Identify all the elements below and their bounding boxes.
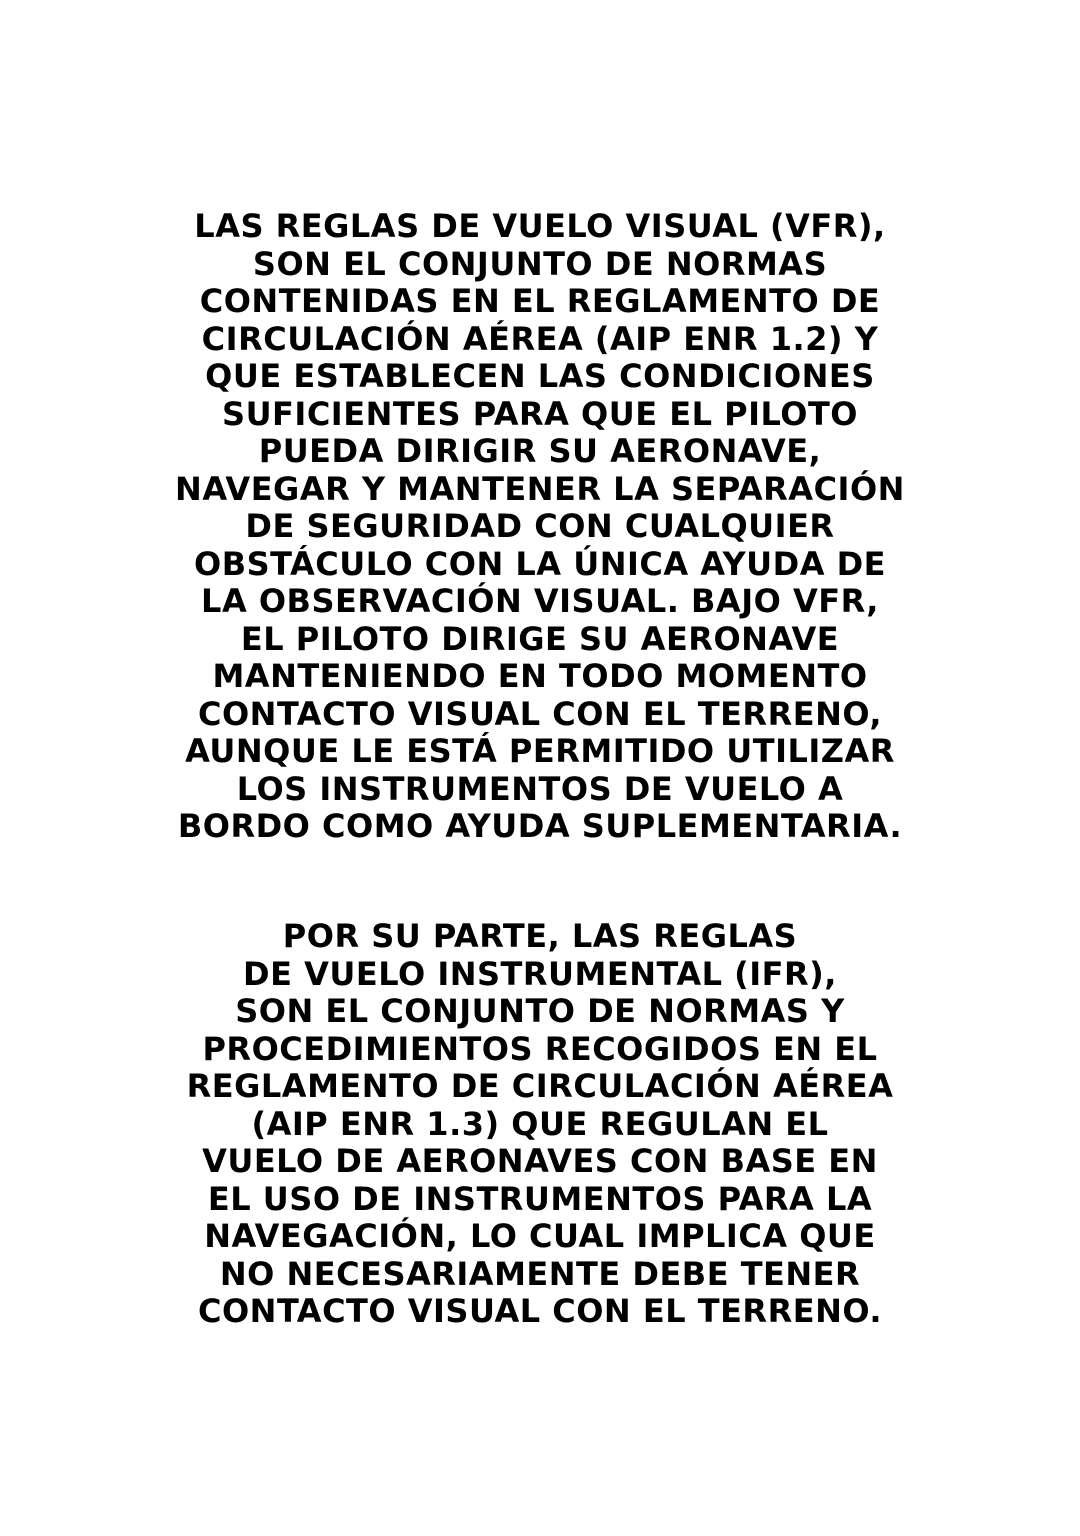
text-line: DE SEGURIDAD CON CUALQUIER (245, 507, 835, 545)
text-line: EL PILOTO DIRIGE SU AERONAVE (240, 619, 840, 658)
text-line: LOS INSTRUMENTOS DE VUELO A (236, 769, 844, 808)
text-line: POR SU PARTE, LAS REGLAS (282, 917, 798, 955)
text-line: AUNQUE LE ESTÁ PERMITIDO UTILIZAR (185, 732, 895, 770)
text-line: NO NECESARIAMENTE DEBE TENER (219, 1254, 861, 1293)
text-line: VUELO DE AERONAVES CON BASE EN (202, 1142, 878, 1180)
text-line: MANTENIENDO EN TODO MOMENTO (212, 657, 868, 695)
text-line: (AIP ENR 1.3) QUE REGULAN EL (251, 1104, 829, 1143)
text-line: PUEDA DIRIGIR SU AERONAVE, (258, 432, 822, 470)
text-line: QUE ESTABLECEN LAS CONDICIONES (205, 357, 875, 395)
text-line: NAVEGACIÓN, LO CUAL IMPLICA QUE (204, 1217, 876, 1255)
text-line: LAS REGLAS DE VUELO VISUAL (VFR), (194, 207, 886, 245)
paragraph-vfr (140, 208, 940, 846)
text-line: EL USO DE INSTRUMENTOS PARA LA (207, 1179, 873, 1218)
text-line: DE VUELO INSTRUMENTAL (IFR), (243, 954, 837, 993)
text-line: LA OBSERVACIÓN VISUAL. BAJO VFR, (201, 582, 879, 620)
text-line: SON EL CONJUNTO DE NORMAS Y (235, 992, 845, 1030)
text-line: CIRCULACIÓN AÉREA (AIP ENR 1.2) Y (201, 319, 879, 358)
text-line: PROCEDIMIENTOS RECOGIDOS EN EL (202, 1029, 878, 1068)
text-line: CONTACTO VISUAL CON EL TERRENO, (197, 694, 882, 733)
text-line: OBSTÁCULO CON LA ÚNICA AYUDA DE (193, 544, 887, 583)
text-line: CONTACTO VISUAL CON EL TERRENO. (197, 1292, 882, 1330)
text-line: BORDO COMO AYUDA SUPLEMENTARIA. (177, 807, 903, 845)
text-line: NAVEGAR Y MANTENER LA SEPARACIÓN (175, 469, 905, 508)
text-line: REGLAMENTO DE CIRCULACIÓN AÉREA (186, 1067, 894, 1105)
text-line: SUFICIENTES PARA QUE EL PILOTO (222, 394, 858, 433)
text-line: CONTENIDAS EN EL REGLAMENTO DE (199, 282, 881, 320)
paragraph-ifr (140, 918, 940, 1331)
text-line: SON EL CONJUNTO DE NORMAS (252, 244, 828, 283)
